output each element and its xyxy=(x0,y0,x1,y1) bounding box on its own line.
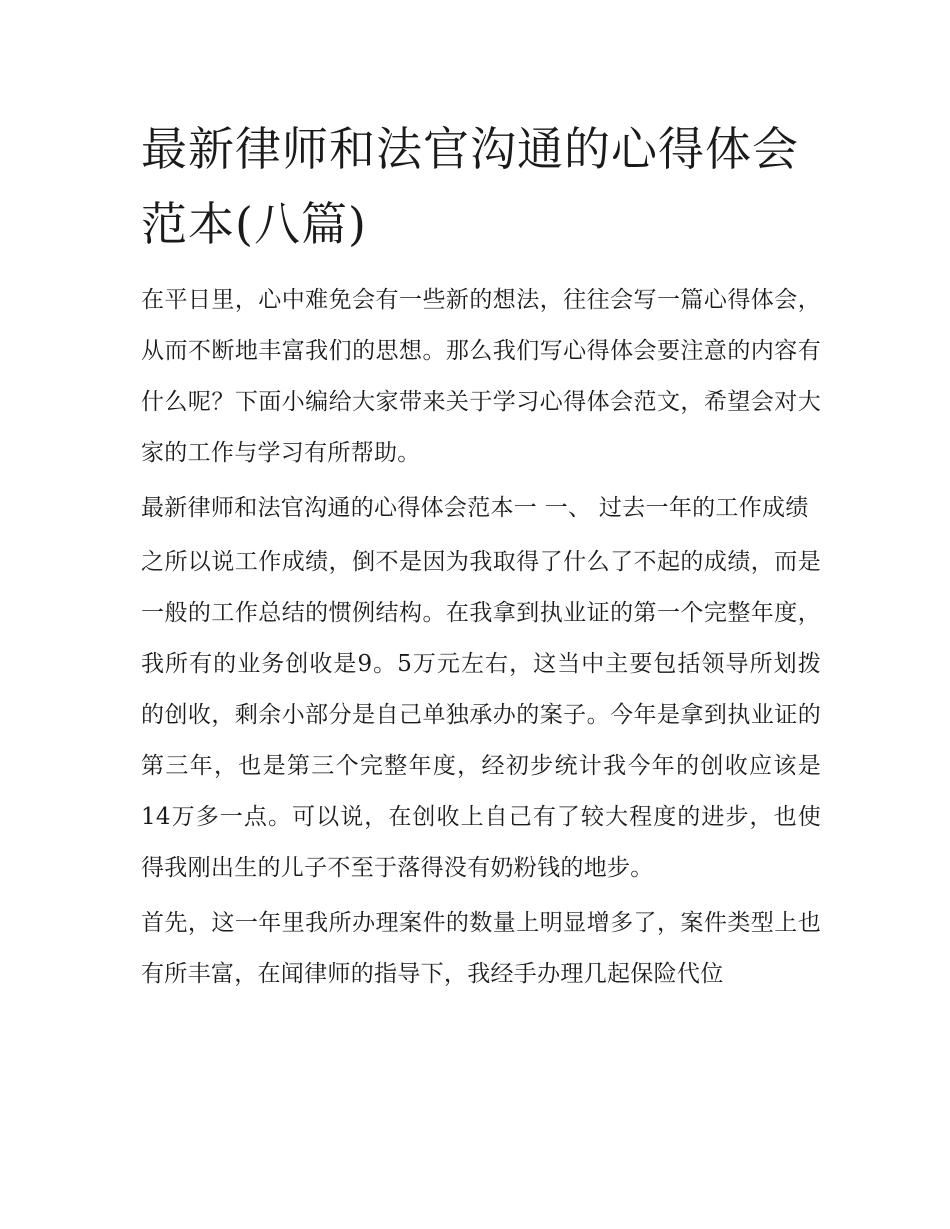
document-title: 最新律师和法官沟通的心得体会范本(八篇) xyxy=(141,122,799,251)
intro-paragraph: 在平日里，心中难免会有一些新的想法，往往会写一篇心得体会，从而不断地丰富我们的思想。那么我们写心得体会要注意的内容有什么呢？下面小编给大家带来关于学习心得体会范文，希望会对大家的工作与学习有所帮助。 xyxy=(141,287,821,466)
body-paragraph: 之所以说工作成绩，倒不是因为我取得了什么了不起的成绩，而是一般的工作总结的惯例结构。在我拿到执业证的第一个完整年度，我所有的业务创收是9。5万元左右，这当中主要包括领导所划拨的创收，剩余小部分是自己单独承办的案子。今年是拿到执业证的第三年，也是第三个完整年度，经初步统计我今年的创收应该是14万多一点。可以说，在创收上自己有了较大程度的进步，也使得我刚出生的儿子不至于落得没有奶粉钱的地步。 xyxy=(141,549,821,881)
body-paragraph: 首先，这一年里我所办理案件的数量上明显增多了，案件类型上也有所丰富，在闻律师的指导下，我经手办理几起保险代位 xyxy=(141,910,821,987)
document-body xyxy=(141,275,821,1004)
section-heading: 最新律师和法官沟通的心得体会范本一 一、 过去一年的工作成绩 xyxy=(141,495,809,521)
